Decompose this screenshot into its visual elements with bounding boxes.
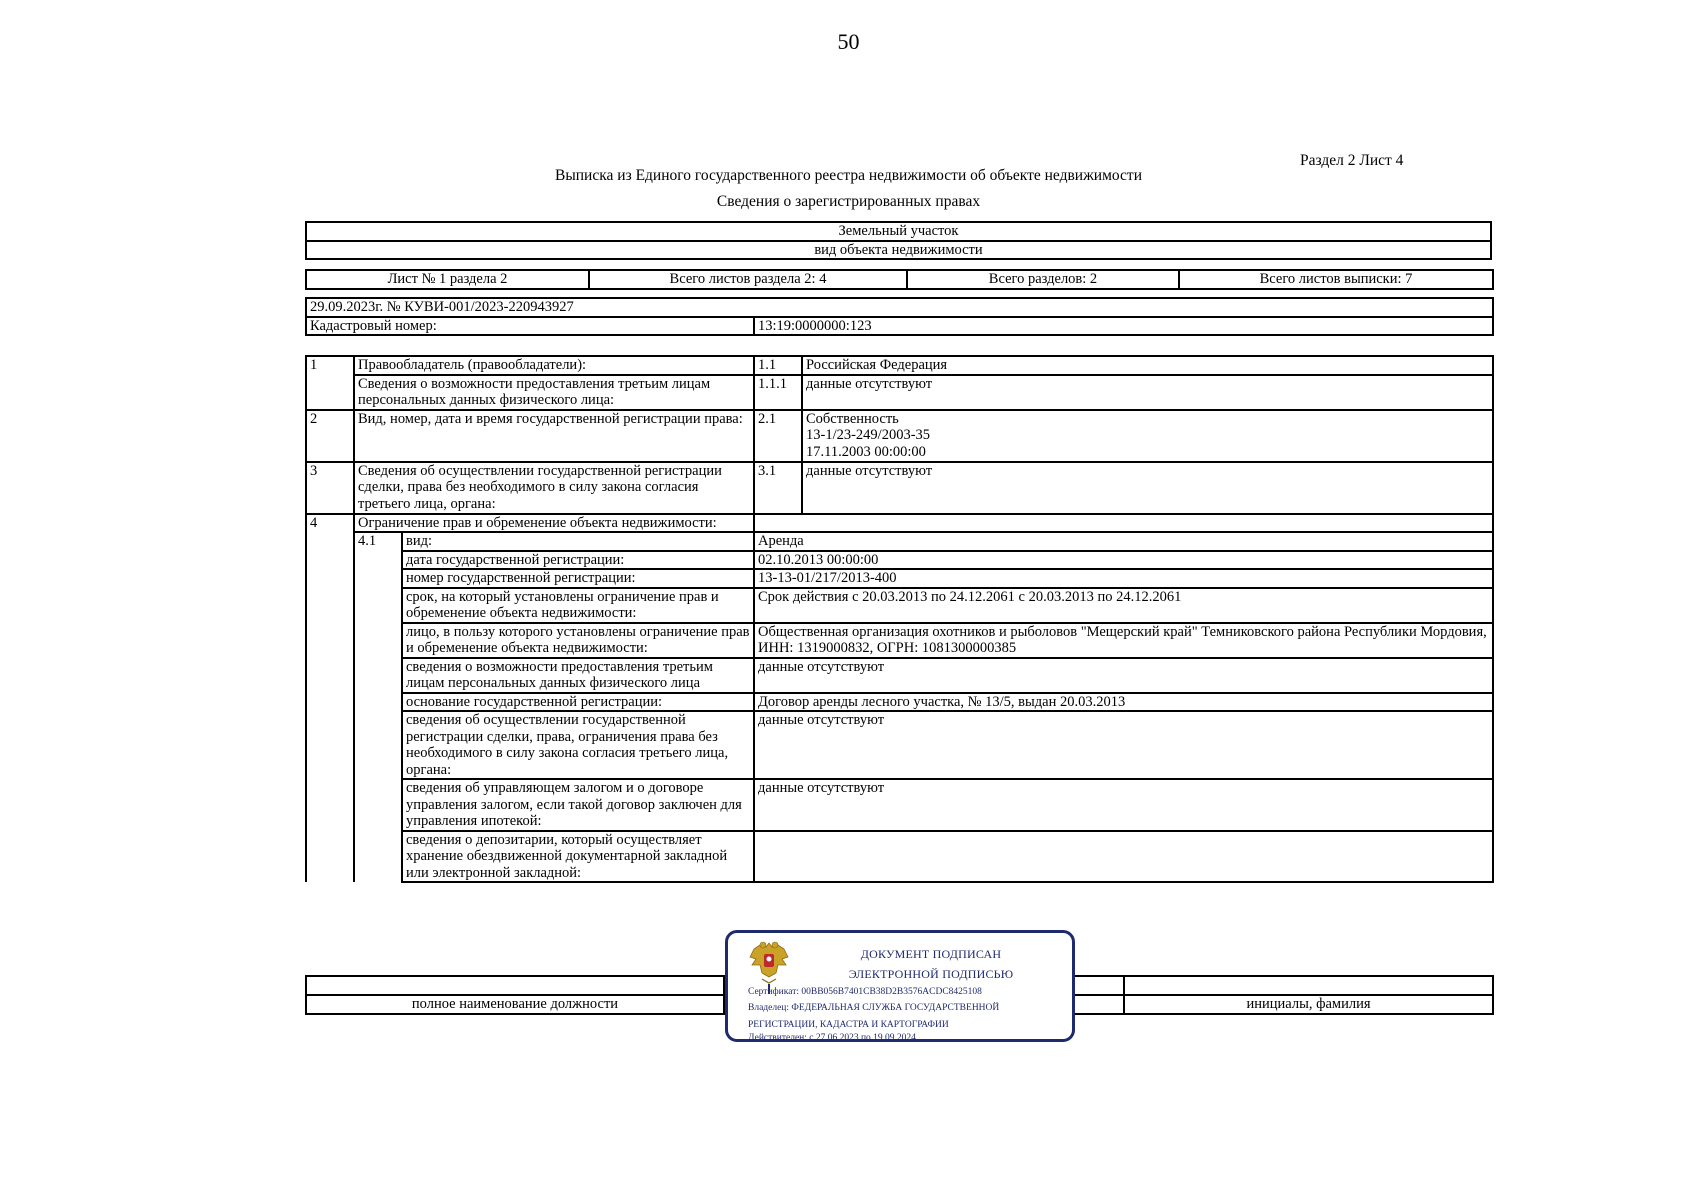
row-label: Правообладатель (правообладатели):	[354, 356, 754, 375]
encumbrance-label: срок, на который установлены ограничение прав и обременение объекта недвижимости:	[402, 588, 754, 623]
right-registration-number: 13-1/23-249/2003-35	[806, 427, 931, 443]
encumbrance-value: данные отсутствуют	[754, 711, 1493, 779]
encumbrance-label: сведения об управляющем залогом и о договоре управления залогом, если такой договор заключен для управления ипотекой:	[402, 779, 754, 831]
encumbrance-value: данные отсутствуют	[754, 658, 1493, 693]
encumbrance-value: Срок действия с 20.03.2013 по 24.12.2061 с 20.03.2013 по 24.12.2061	[754, 588, 1493, 623]
object-name: Земельный участок	[306, 222, 1491, 241]
row-subnumber: 1.1	[754, 356, 802, 375]
row-value-empty	[754, 514, 1493, 533]
encumbrance-value: 13-13-01/217/2013-400	[754, 569, 1493, 588]
row-label: Вид, номер, дата и время государственной регистрации права:	[354, 410, 754, 462]
position-caption: полное наименование должности	[306, 995, 724, 1014]
encumbrance-label: лицо, в пользу которого установлены ограничение прав и обременение объекта недвижимости:	[402, 623, 754, 658]
row-number: 4	[306, 514, 354, 883]
cadastral-number-label: Кадастровый номер:	[306, 317, 754, 336]
stamp-title: ДОКУМЕНТ ПОДПИСАН	[860, 947, 1002, 961]
row-subnumber: 2.1	[754, 410, 802, 462]
stamp-title: ЭЛЕКТРОННОЙ ПОДПИСЬЮ	[848, 967, 1014, 981]
right-registration-date: 17.11.2003 00:00:00	[806, 443, 926, 460]
encumbrance-value	[754, 831, 1493, 883]
encumbrance-label: вид:	[402, 532, 754, 551]
page-number: 50	[837, 29, 860, 54]
extract-date-number: 29.09.2023г. № КУВИ-001/2023-220943927	[306, 298, 1493, 317]
sheet-number: Лист № 1 раздела 2	[306, 270, 589, 289]
row-number: 3	[306, 462, 354, 514]
stamp-owner: Владелец: ФЕДЕРАЛЬНАЯ СЛУЖБА ГОСУДАРСТВЕННОЙ	[748, 1003, 1000, 1013]
encumbrance-label: сведения об осуществлении государственной регистрации сделки, права, ограничения права без необходимого в силу закона согласия третьего лица, органа:	[402, 711, 754, 779]
row-value: Российская Федерация	[802, 356, 1493, 375]
encumbrance-value: Общественная организация охотников и рыболовов "Мещерский край" Темниковского района Республики Мордовия, ИНН: 1319000832, ОГРН: 1081300000385	[754, 623, 1493, 658]
total-extract-sheets: Всего листов выписки: 7	[1179, 270, 1493, 289]
row-label: Ограничение прав и обременение объекта недвижимости:	[354, 514, 754, 533]
object-table	[305, 221, 1492, 260]
electronic-signature-stamp	[725, 930, 1075, 1042]
document-subtitle: Сведения о зарегистрированных правах	[716, 193, 981, 210]
encumbrance-value: Договор аренды лесного участка, № 13/5, выдан 20.03.2013	[754, 693, 1493, 712]
rights-table	[305, 355, 1494, 883]
encumbrance-label: сведения о возможности предоставления третьим лицам персональных данных физического лица	[402, 658, 754, 693]
row-value: данные отсутствуют	[802, 375, 1493, 410]
row-label: Сведения об осуществлении государственной регистрации сделки, права без необходимого в силу закона согласия третьего лица, органа:	[354, 462, 754, 514]
position-line	[306, 976, 724, 995]
total-section-sheets: Всего листов раздела 2: 4	[589, 270, 907, 289]
encumbrance-label: основание государственной регистрации:	[402, 693, 754, 712]
document-title: Выписка из Единого государственного реестра недвижимости об объекте недвижимости	[555, 167, 1142, 184]
section-reference: Раздел 2 Лист 4	[1300, 152, 1404, 169]
document-info-table	[305, 297, 1494, 336]
encumbrance-value: 02.10.2013 00:00:00	[754, 551, 1493, 570]
cadastral-number-value: 13:19:0000000:123	[754, 317, 1493, 336]
row-subnumber: 3.1	[754, 462, 802, 514]
sheets-table	[305, 269, 1494, 290]
encumbrance-label: номер государственной регистрации:	[402, 569, 754, 588]
row-number: 2	[306, 410, 354, 462]
encumbrance-subnumber: 4.1	[354, 532, 402, 882]
encumbrance-value: Аренда	[754, 532, 1493, 551]
stamp-validity: Действителен: с 27.06.2023 по 19.09.2024	[748, 1033, 916, 1043]
row-subnumber: 1.1.1	[754, 375, 802, 410]
encumbrance-value: данные отсутствуют	[754, 779, 1493, 831]
encumbrance-label: сведения о депозитарии, который осуществляет хранение обездвиженной документарной закладной или электронной закладной:	[402, 831, 754, 883]
encumbrance-label: дата государственной регистрации:	[402, 551, 754, 570]
row-number: 1	[306, 356, 354, 375]
right-type: Собственность	[806, 410, 899, 427]
row-value: данные отсутствуют	[802, 462, 1493, 514]
total-sections: Всего разделов: 2	[907, 270, 1179, 289]
row-number-empty	[306, 375, 354, 410]
stamp-owner-continued: РЕГИСТРАЦИИ, КАДАСТРА И КАРТОГРАФИИ	[748, 1020, 949, 1030]
row-value	[802, 410, 1493, 462]
stamp-certificate: Сертификат: 00BB056B7401CB38D2B3576ACDC8425108	[748, 987, 982, 997]
name-line	[1124, 976, 1493, 995]
name-caption: инициалы, фамилия	[1124, 995, 1493, 1014]
row-label: Сведения о возможности предоставления третьим лицам персональных данных физического лица:	[354, 375, 754, 410]
coat-of-arms-icon	[748, 939, 790, 985]
object-kind-label: вид объекта недвижимости	[306, 241, 1491, 260]
